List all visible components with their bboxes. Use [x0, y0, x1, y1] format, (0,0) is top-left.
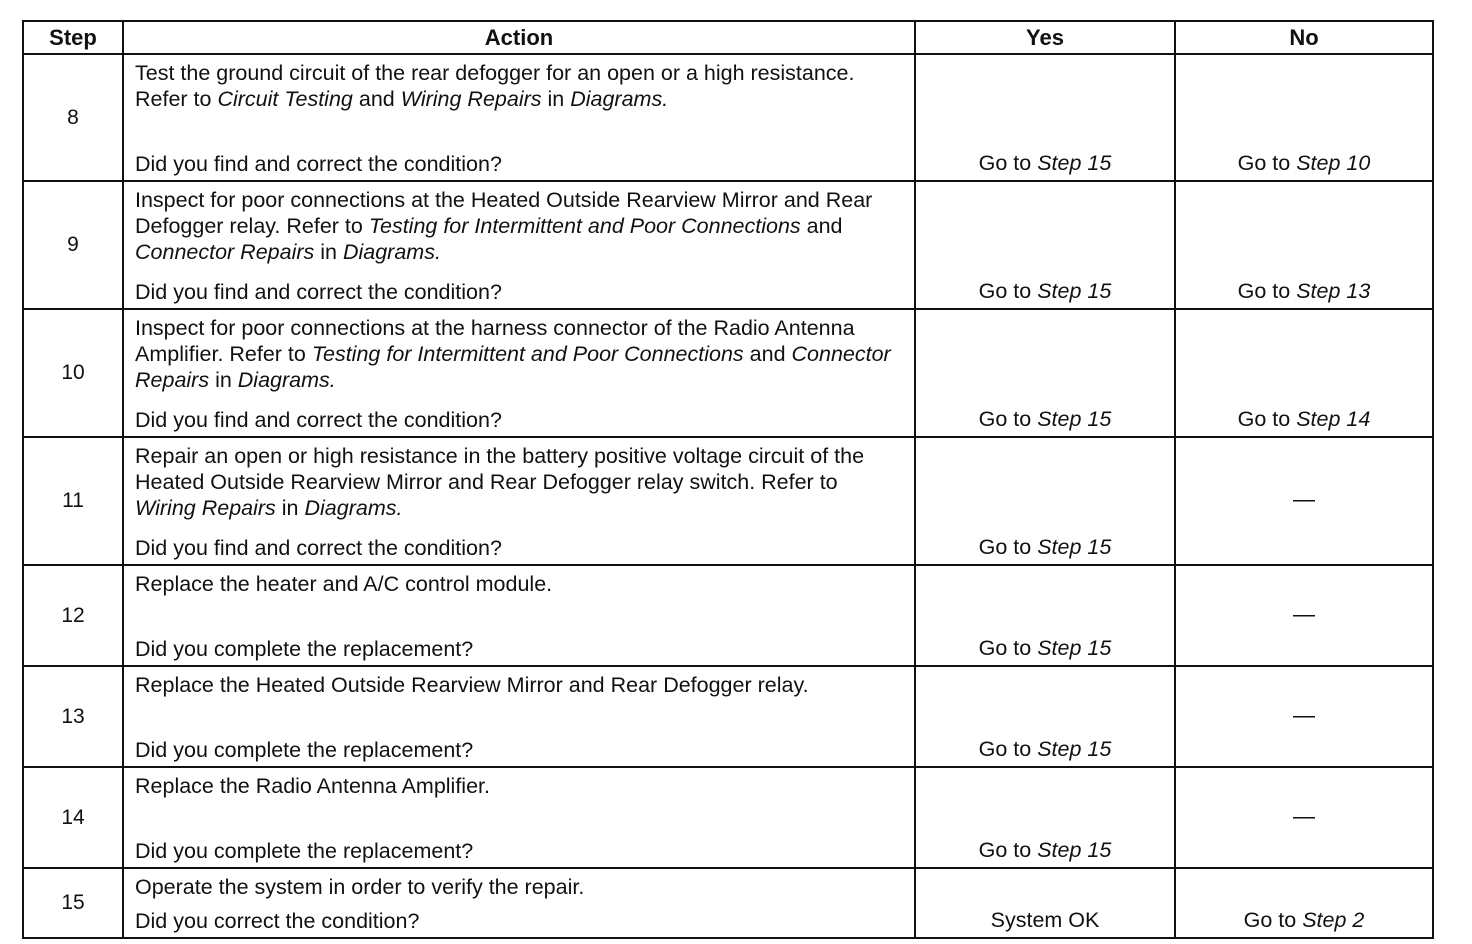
plain-text: Go to [1237, 407, 1297, 431]
reference-text: Diagrams. [304, 496, 403, 520]
no-cell [1175, 54, 1433, 181]
plain-text: Go to [978, 535, 1038, 559]
reference-text: Step 15 [1037, 279, 1112, 303]
plain-text: in [209, 368, 238, 392]
reference-text: Diagrams. [570, 87, 669, 111]
action-cell [123, 309, 915, 437]
plain-text: Inspect for poor connections at the harness connector of the Radio Antenna Amplifier. Refer to [135, 316, 855, 366]
plain-text: and [352, 87, 401, 111]
plain-text: System OK [990, 908, 1100, 932]
reference-text: Wiring Repairs [135, 496, 276, 520]
action-question: Did you find and correct the condition? [135, 408, 502, 432]
reference-text: Step 14 [1296, 407, 1371, 431]
step-number: 11 [23, 437, 123, 565]
table-row [23, 868, 1433, 938]
plain-text: Go to [1237, 279, 1297, 303]
reference-text: Wiring Repairs [400, 87, 542, 111]
header-yes: Yes [915, 21, 1175, 54]
yes-result [917, 535, 1173, 560]
no-dash: — [1293, 486, 1315, 512]
yes-result [917, 636, 1173, 661]
no-cell [1175, 437, 1433, 565]
plain-text: Go to [978, 737, 1038, 761]
step-number: 12 [23, 565, 123, 666]
yes-result [917, 407, 1173, 432]
reference-text: Step 15 [1037, 151, 1112, 175]
yes-result [917, 838, 1173, 863]
header-step: Step [23, 21, 123, 54]
table-row [23, 437, 1433, 565]
action-question: Did you complete the replacement? [135, 738, 474, 762]
plain-text: Go to [1243, 908, 1303, 932]
plain-text: and [743, 342, 792, 366]
step-number: 10 [23, 309, 123, 437]
yes-cell [915, 54, 1175, 181]
diagnostic-table [22, 20, 1434, 939]
action-cell [123, 565, 915, 666]
header-row [23, 21, 1433, 54]
plain-text: in [314, 240, 343, 264]
action-instruction [135, 773, 902, 799]
action-cell [123, 666, 915, 767]
no-result [1177, 151, 1431, 176]
plain-text: Repair an open or high resistance in the battery positive voltage circuit of the Heated Outside Rearview Mirror and Rear Defogger relay switch. Refer to [135, 444, 865, 494]
no-cell [1175, 181, 1433, 309]
yes-cell [915, 565, 1175, 666]
action-instruction [135, 672, 902, 698]
action-instruction [135, 315, 902, 393]
header-no: No [1175, 21, 1433, 54]
reference-text: Testing for Intermittent and Poor Connections [368, 214, 801, 238]
plain-text: in [541, 87, 571, 111]
reference-text: Step 13 [1296, 279, 1371, 303]
no-cell [1175, 767, 1433, 868]
plain-text: Go to [978, 151, 1038, 175]
yes-result [917, 737, 1173, 762]
reference-text: Testing for Intermittent and Poor Connections [311, 342, 744, 366]
plain-text: Replace the Radio Antenna Amplifier. [135, 774, 490, 798]
yes-cell [915, 309, 1175, 437]
no-cell [1175, 309, 1433, 437]
table-row [23, 309, 1433, 437]
reference-text: Circuit Testing [217, 87, 353, 111]
action-question: Did you find and correct the condition? [135, 152, 502, 176]
action-instruction [135, 187, 902, 265]
yes-cell [915, 767, 1175, 868]
plain-text: and [800, 214, 843, 238]
table-row [23, 565, 1433, 666]
reference-text: Step 2 [1302, 908, 1365, 932]
reference-text: Step 15 [1037, 407, 1112, 431]
step-number: 8 [23, 54, 123, 181]
action-instruction [135, 874, 902, 900]
plain-text: Test the ground circuit of the rear defogger for an open or a high resistance. Refer to [135, 61, 855, 111]
plain-text: Go to [978, 838, 1038, 862]
yes-result [917, 279, 1173, 304]
header-action: Action [123, 21, 915, 54]
reference-text: Step 15 [1037, 636, 1112, 660]
table-row [23, 181, 1433, 309]
plain-text: Go to [978, 636, 1038, 660]
no-dash: — [1293, 702, 1315, 728]
plain-text: in [275, 496, 305, 520]
no-dash: — [1293, 803, 1315, 829]
yes-cell [915, 437, 1175, 565]
action-instruction [135, 443, 902, 521]
table-row [23, 767, 1433, 868]
plain-text: Go to [978, 407, 1038, 431]
action-instruction [135, 60, 902, 112]
step-number: 9 [23, 181, 123, 309]
reference-text: Step 15 [1037, 535, 1112, 559]
no-result [1177, 407, 1431, 432]
no-dash: — [1293, 601, 1315, 627]
no-cell [1175, 868, 1433, 938]
plain-text: Go to [1237, 151, 1297, 175]
yes-cell [915, 666, 1175, 767]
plain-text: Go to [978, 279, 1038, 303]
reference-text: Diagrams. [237, 368, 336, 392]
action-cell [123, 181, 915, 309]
step-number: 15 [23, 868, 123, 938]
yes-result [917, 151, 1173, 176]
action-question: Did you complete the replacement? [135, 839, 474, 863]
no-result [1177, 908, 1431, 933]
yes-result [917, 908, 1173, 933]
step-number: 13 [23, 666, 123, 767]
action-cell [123, 54, 915, 181]
plain-text: Inspect for poor connections at the Heated Outside Rearview Mirror and Rear Defogger relay. Refer to [135, 188, 873, 238]
plain-text: Operate the system in order to verify the repair. [135, 875, 585, 899]
action-question: Did you find and correct the condition? [135, 280, 502, 304]
action-question: Did you correct the condition? [135, 909, 420, 933]
no-cell [1175, 565, 1433, 666]
action-question: Did you find and correct the condition? [135, 536, 502, 560]
table-row [23, 666, 1433, 767]
action-cell [123, 437, 915, 565]
reference-text: Connector Repairs [135, 240, 315, 264]
action-cell [123, 868, 915, 938]
reference-text: Diagrams. [342, 240, 441, 264]
action-cell [123, 767, 915, 868]
yes-cell [915, 181, 1175, 309]
no-result [1177, 279, 1431, 304]
step-number: 14 [23, 767, 123, 868]
plain-text: Replace the Heated Outside Rearview Mirror and Rear Defogger relay. [135, 673, 809, 697]
no-cell [1175, 666, 1433, 767]
plain-text: Replace the heater and A/C control module. [135, 572, 553, 596]
reference-text: Step 10 [1296, 151, 1371, 175]
table-row [23, 54, 1433, 181]
reference-text: Connector Repairs [135, 342, 891, 392]
action-instruction [135, 571, 902, 597]
reference-text: Step 15 [1037, 737, 1112, 761]
reference-text: Step 15 [1037, 838, 1112, 862]
yes-cell [915, 868, 1175, 938]
action-question: Did you complete the replacement? [135, 637, 474, 661]
